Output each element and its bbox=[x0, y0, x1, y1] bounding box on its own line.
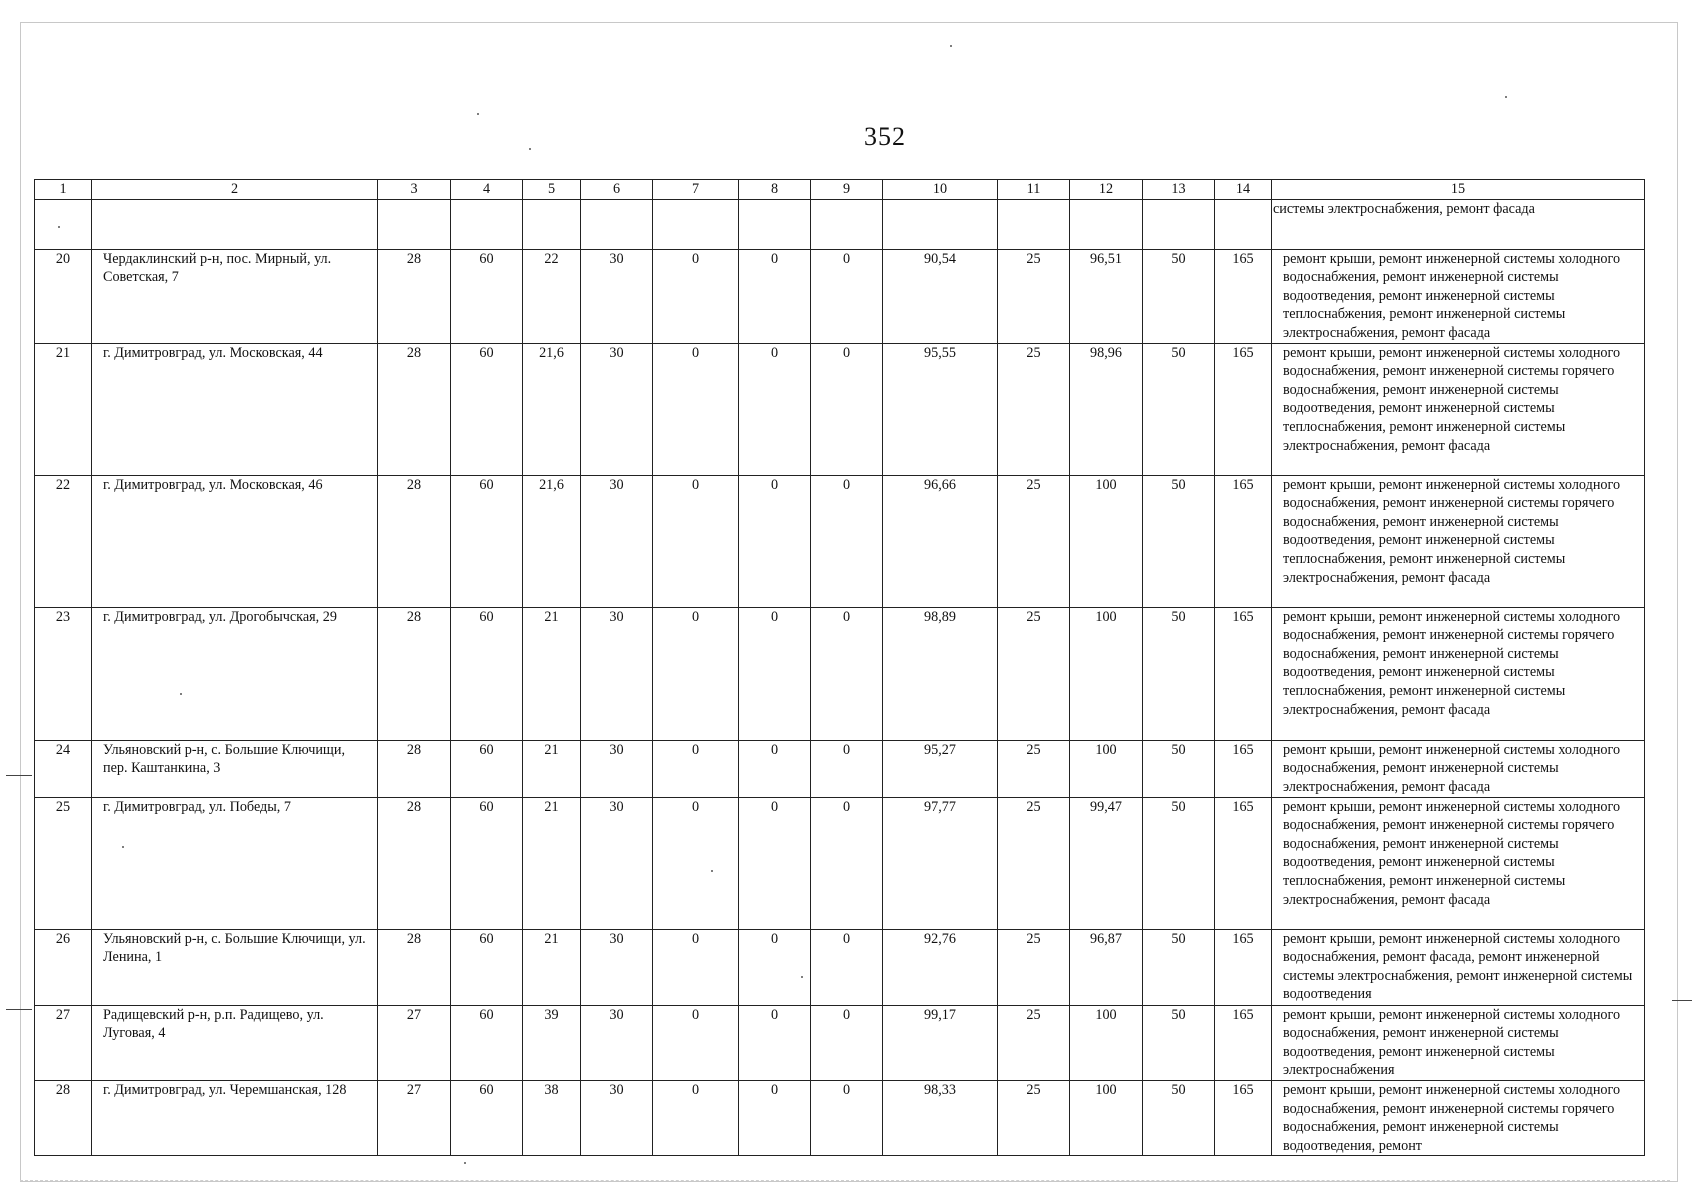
value-cell: 0 bbox=[739, 797, 811, 929]
value-cell: 28 bbox=[378, 607, 451, 740]
table-row bbox=[35, 343, 1645, 475]
scan-edge-mark bbox=[1672, 1000, 1692, 1001]
value-cell: 60 bbox=[451, 475, 523, 607]
value-cell: 30 bbox=[581, 1005, 653, 1080]
value-cell: 25 bbox=[998, 607, 1070, 740]
value-cell: 165 bbox=[1215, 929, 1272, 1005]
value-cell: 100 bbox=[1070, 607, 1143, 740]
scan-speck bbox=[1505, 96, 1507, 98]
value-cell: 25 bbox=[998, 343, 1070, 475]
value-cell: 21,6 bbox=[523, 475, 581, 607]
value-cell: 30 bbox=[581, 929, 653, 1005]
value-cell: 60 bbox=[451, 1080, 523, 1155]
table-row bbox=[35, 1005, 1645, 1080]
table-body bbox=[35, 180, 1645, 1156]
works-cell: ремонт крыши, ремонт инженерной системы холодного водоснабжения, ремонт инженерной системы электроснабжения, ремонт фасада bbox=[1272, 740, 1645, 797]
value-cell: 25 bbox=[998, 1080, 1070, 1155]
value-cell: 165 bbox=[1215, 797, 1272, 929]
value-cell: 165 bbox=[1215, 475, 1272, 607]
value-cell: 92,76 bbox=[883, 929, 998, 1005]
value-cell: 0 bbox=[739, 475, 811, 607]
column-header: 2 bbox=[92, 180, 378, 200]
value-cell: 0 bbox=[811, 797, 883, 929]
value-cell: 50 bbox=[1143, 249, 1215, 343]
value-cell: 28 bbox=[378, 249, 451, 343]
value-cell: 50 bbox=[1143, 343, 1215, 475]
value-cell: 50 bbox=[1143, 929, 1215, 1005]
address-cell: Ульяновский р-н, с. Большие Ключищи, пер. Каштанкина, 3 bbox=[92, 740, 378, 797]
works-cell: ремонт крыши, ремонт инженерной системы холодного водоснабжения, ремонт инженерной системы горячего водоснабжения, ремонт инженерной системы водоотведения, ремонт инженерной системы теплоснабжения, ремонт инженерной системы электроснабжения, ремонт фасада bbox=[1272, 475, 1645, 607]
works-cell: системы электроснабжения, ремонт фасада bbox=[1272, 199, 1645, 249]
repair-register-table bbox=[34, 179, 1645, 1156]
value-cell: 30 bbox=[581, 249, 653, 343]
value-cell: 100 bbox=[1070, 475, 1143, 607]
scan-edge-mark bbox=[6, 1009, 32, 1010]
scan-speck bbox=[950, 45, 952, 47]
column-header: 5 bbox=[523, 180, 581, 200]
works-cell: ремонт крыши, ремонт инженерной системы холодного водоснабжения, ремонт фасада, ремонт инженерной системы электроснабжения, ремонт инженерной системы водоотведения bbox=[1272, 929, 1645, 1005]
value-cell: 21 bbox=[523, 929, 581, 1005]
table-row bbox=[35, 475, 1645, 607]
value-cell: 21 bbox=[523, 607, 581, 740]
row-number-cell: 22 bbox=[35, 475, 92, 607]
value-cell: 100 bbox=[1070, 1080, 1143, 1155]
value-cell: 98,33 bbox=[883, 1080, 998, 1155]
value-cell: 25 bbox=[998, 249, 1070, 343]
column-header: 12 bbox=[1070, 180, 1143, 200]
value-cell: 28 bbox=[378, 343, 451, 475]
value-cell: 0 bbox=[653, 607, 739, 740]
value-cell: 60 bbox=[451, 740, 523, 797]
continuation-row bbox=[35, 199, 1645, 249]
value-cell: 0 bbox=[811, 1080, 883, 1155]
scan-speck bbox=[464, 1162, 466, 1164]
column-header: 9 bbox=[811, 180, 883, 200]
value-cell: 0 bbox=[739, 1080, 811, 1155]
value-cell: 30 bbox=[581, 797, 653, 929]
row-number-cell: 27 bbox=[35, 1005, 92, 1080]
address-cell: Чердаклинский р-н, пос. Мирный, ул. Советская, 7 bbox=[92, 249, 378, 343]
row-number-cell: 21 bbox=[35, 343, 92, 475]
value-cell: 22 bbox=[523, 249, 581, 343]
value-cell: 95,27 bbox=[883, 740, 998, 797]
value-cell: 95,55 bbox=[883, 343, 998, 475]
row-number-cell: 26 bbox=[35, 929, 92, 1005]
column-header: 4 bbox=[451, 180, 523, 200]
value-cell: 25 bbox=[998, 797, 1070, 929]
value-cell: 50 bbox=[1143, 1005, 1215, 1080]
value-cell: 0 bbox=[653, 740, 739, 797]
value-cell: 165 bbox=[1215, 249, 1272, 343]
value-cell: 60 bbox=[451, 343, 523, 475]
table-row bbox=[35, 249, 1645, 343]
value-cell: 165 bbox=[1215, 343, 1272, 475]
value-cell: 50 bbox=[1143, 797, 1215, 929]
scan-speck bbox=[711, 870, 713, 872]
column-header: 14 bbox=[1215, 180, 1272, 200]
scan-edge-mark bbox=[6, 775, 32, 776]
page-number: 352 bbox=[864, 122, 906, 151]
value-cell: 25 bbox=[998, 1005, 1070, 1080]
value-cell: 0 bbox=[739, 929, 811, 1005]
column-header: 11 bbox=[998, 180, 1070, 200]
row-number-cell: 20 bbox=[35, 249, 92, 343]
value-cell: 165 bbox=[1215, 607, 1272, 740]
value-cell: 21 bbox=[523, 797, 581, 929]
value-cell: 25 bbox=[998, 740, 1070, 797]
column-header: 8 bbox=[739, 180, 811, 200]
value-cell: 100 bbox=[1070, 740, 1143, 797]
value-cell: 50 bbox=[1143, 607, 1215, 740]
value-cell: 96,66 bbox=[883, 475, 998, 607]
table-row bbox=[35, 929, 1645, 1005]
value-cell: 0 bbox=[739, 343, 811, 475]
value-cell: 0 bbox=[811, 1005, 883, 1080]
value-cell: 0 bbox=[811, 929, 883, 1005]
address-cell: Радищевский р-н, р.п. Радищево, ул. Луговая, 4 bbox=[92, 1005, 378, 1080]
value-cell: 0 bbox=[739, 1005, 811, 1080]
value-cell: 28 bbox=[378, 740, 451, 797]
value-cell: 0 bbox=[739, 249, 811, 343]
value-cell: 0 bbox=[739, 740, 811, 797]
value-cell: 50 bbox=[1143, 740, 1215, 797]
value-cell: 0 bbox=[653, 929, 739, 1005]
value-cell: 90,54 bbox=[883, 249, 998, 343]
value-cell: 25 bbox=[998, 475, 1070, 607]
value-cell: 50 bbox=[1143, 1080, 1215, 1155]
value-cell: 38 bbox=[523, 1080, 581, 1155]
table-row bbox=[35, 797, 1645, 929]
value-cell: 0 bbox=[811, 343, 883, 475]
table-row bbox=[35, 1080, 1645, 1155]
works-cell: ремонт крыши, ремонт инженерной системы холодного водоснабжения, ремонт инженерной системы горячего водоснабжения, ремонт инженерной системы водоотведения, ремонт bbox=[1272, 1080, 1645, 1155]
value-cell: 28 bbox=[378, 929, 451, 1005]
table-row bbox=[35, 607, 1645, 740]
address-cell: Ульяновский р-н, с. Большие Ключищи, ул. Ленина, 1 bbox=[92, 929, 378, 1005]
value-cell: 60 bbox=[451, 797, 523, 929]
scan-speck bbox=[180, 693, 182, 695]
scan-speck bbox=[529, 148, 531, 150]
address-cell: г. Димитровград, ул. Московская, 44 bbox=[92, 343, 378, 475]
scan-speck bbox=[122, 846, 124, 848]
column-header: 6 bbox=[581, 180, 653, 200]
column-header: 13 bbox=[1143, 180, 1215, 200]
column-header: 1 bbox=[35, 180, 92, 200]
value-cell: 60 bbox=[451, 929, 523, 1005]
scan-bottom-line bbox=[20, 1180, 1670, 1181]
value-cell: 165 bbox=[1215, 1080, 1272, 1155]
value-cell: 60 bbox=[451, 1005, 523, 1080]
value-cell: 0 bbox=[739, 607, 811, 740]
column-header: 7 bbox=[653, 180, 739, 200]
address-cell: г. Димитровград, ул. Черемшанская, 128 bbox=[92, 1080, 378, 1155]
row-number-cell: 25 bbox=[35, 797, 92, 929]
address-cell: г. Димитровград, ул. Дрогобычская, 29 bbox=[92, 607, 378, 740]
value-cell: 98,89 bbox=[883, 607, 998, 740]
value-cell: 165 bbox=[1215, 740, 1272, 797]
row-number-cell: 24 bbox=[35, 740, 92, 797]
value-cell: 99,47 bbox=[1070, 797, 1143, 929]
works-cell: ремонт крыши, ремонт инженерной системы холодного водоснабжения, ремонт инженерной системы горячего водоснабжения, ремонт инженерной системы водоотведения, ремонт инженерной системы теплоснабжения, ремонт инженерной системы электроснабжения, ремонт фасада bbox=[1272, 607, 1645, 740]
column-number-row bbox=[35, 180, 1645, 200]
scan-speck bbox=[801, 976, 803, 978]
value-cell: 96,51 bbox=[1070, 249, 1143, 343]
value-cell: 97,77 bbox=[883, 797, 998, 929]
table-row bbox=[35, 740, 1645, 797]
value-cell: 98,96 bbox=[1070, 343, 1143, 475]
column-header: 3 bbox=[378, 180, 451, 200]
works-cell: ремонт крыши, ремонт инженерной системы холодного водоснабжения, ремонт инженерной системы горячего водоснабжения, ремонт инженерной системы водоотведения, ремонт инженерной системы теплоснабжения, ремонт инженерной системы электроснабжения, ремонт фасада bbox=[1272, 797, 1645, 929]
value-cell: 28 bbox=[378, 475, 451, 607]
works-cell: ремонт крыши, ремонт инженерной системы холодного водоснабжения, ремонт инженерной системы водоотведения, ремонт инженерной системы теплоснабжения, ремонт инженерной системы электроснабжения, ремонт фасада bbox=[1272, 249, 1645, 343]
column-header: 10 bbox=[883, 180, 998, 200]
value-cell: 0 bbox=[653, 249, 739, 343]
value-cell: 30 bbox=[581, 343, 653, 475]
value-cell: 0 bbox=[653, 797, 739, 929]
value-cell: 39 bbox=[523, 1005, 581, 1080]
value-cell: 27 bbox=[378, 1080, 451, 1155]
value-cell: 0 bbox=[653, 1005, 739, 1080]
address-cell: г. Димитровград, ул. Победы, 7 bbox=[92, 797, 378, 929]
works-cell: ремонт крыши, ремонт инженерной системы холодного водоснабжения, ремонт инженерной системы водоотведения, ремонт инженерной системы электроснабжения bbox=[1272, 1005, 1645, 1080]
value-cell: 0 bbox=[811, 607, 883, 740]
scan-speck bbox=[477, 113, 479, 115]
value-cell: 30 bbox=[581, 1080, 653, 1155]
value-cell: 30 bbox=[581, 475, 653, 607]
value-cell: 0 bbox=[653, 475, 739, 607]
value-cell: 28 bbox=[378, 797, 451, 929]
row-number-cell: 23 bbox=[35, 607, 92, 740]
value-cell: 165 bbox=[1215, 1005, 1272, 1080]
address-cell: г. Димитровград, ул. Московская, 46 bbox=[92, 475, 378, 607]
value-cell: 30 bbox=[581, 740, 653, 797]
value-cell: 100 bbox=[1070, 1005, 1143, 1080]
value-cell: 27 bbox=[378, 1005, 451, 1080]
value-cell: 96,87 bbox=[1070, 929, 1143, 1005]
value-cell: 60 bbox=[451, 607, 523, 740]
value-cell: 0 bbox=[653, 1080, 739, 1155]
scan-speck bbox=[58, 226, 60, 228]
value-cell: 99,17 bbox=[883, 1005, 998, 1080]
value-cell: 50 bbox=[1143, 475, 1215, 607]
value-cell: 0 bbox=[653, 343, 739, 475]
value-cell: 0 bbox=[811, 475, 883, 607]
value-cell: 30 bbox=[581, 607, 653, 740]
row-number-cell: 28 bbox=[35, 1080, 92, 1155]
value-cell: 0 bbox=[811, 249, 883, 343]
value-cell: 0 bbox=[811, 740, 883, 797]
works-cell: ремонт крыши, ремонт инженерной системы холодного водоснабжения, ремонт инженерной системы горячего водоснабжения, ремонт инженерной системы водоотведения, ремонт инженерной системы теплоснабжения, ремонт инженерной системы электроснабжения, ремонт фасада bbox=[1272, 343, 1645, 475]
value-cell: 25 bbox=[998, 929, 1070, 1005]
value-cell: 60 bbox=[451, 249, 523, 343]
value-cell: 21,6 bbox=[523, 343, 581, 475]
value-cell: 21 bbox=[523, 740, 581, 797]
column-header: 15 bbox=[1272, 180, 1645, 200]
